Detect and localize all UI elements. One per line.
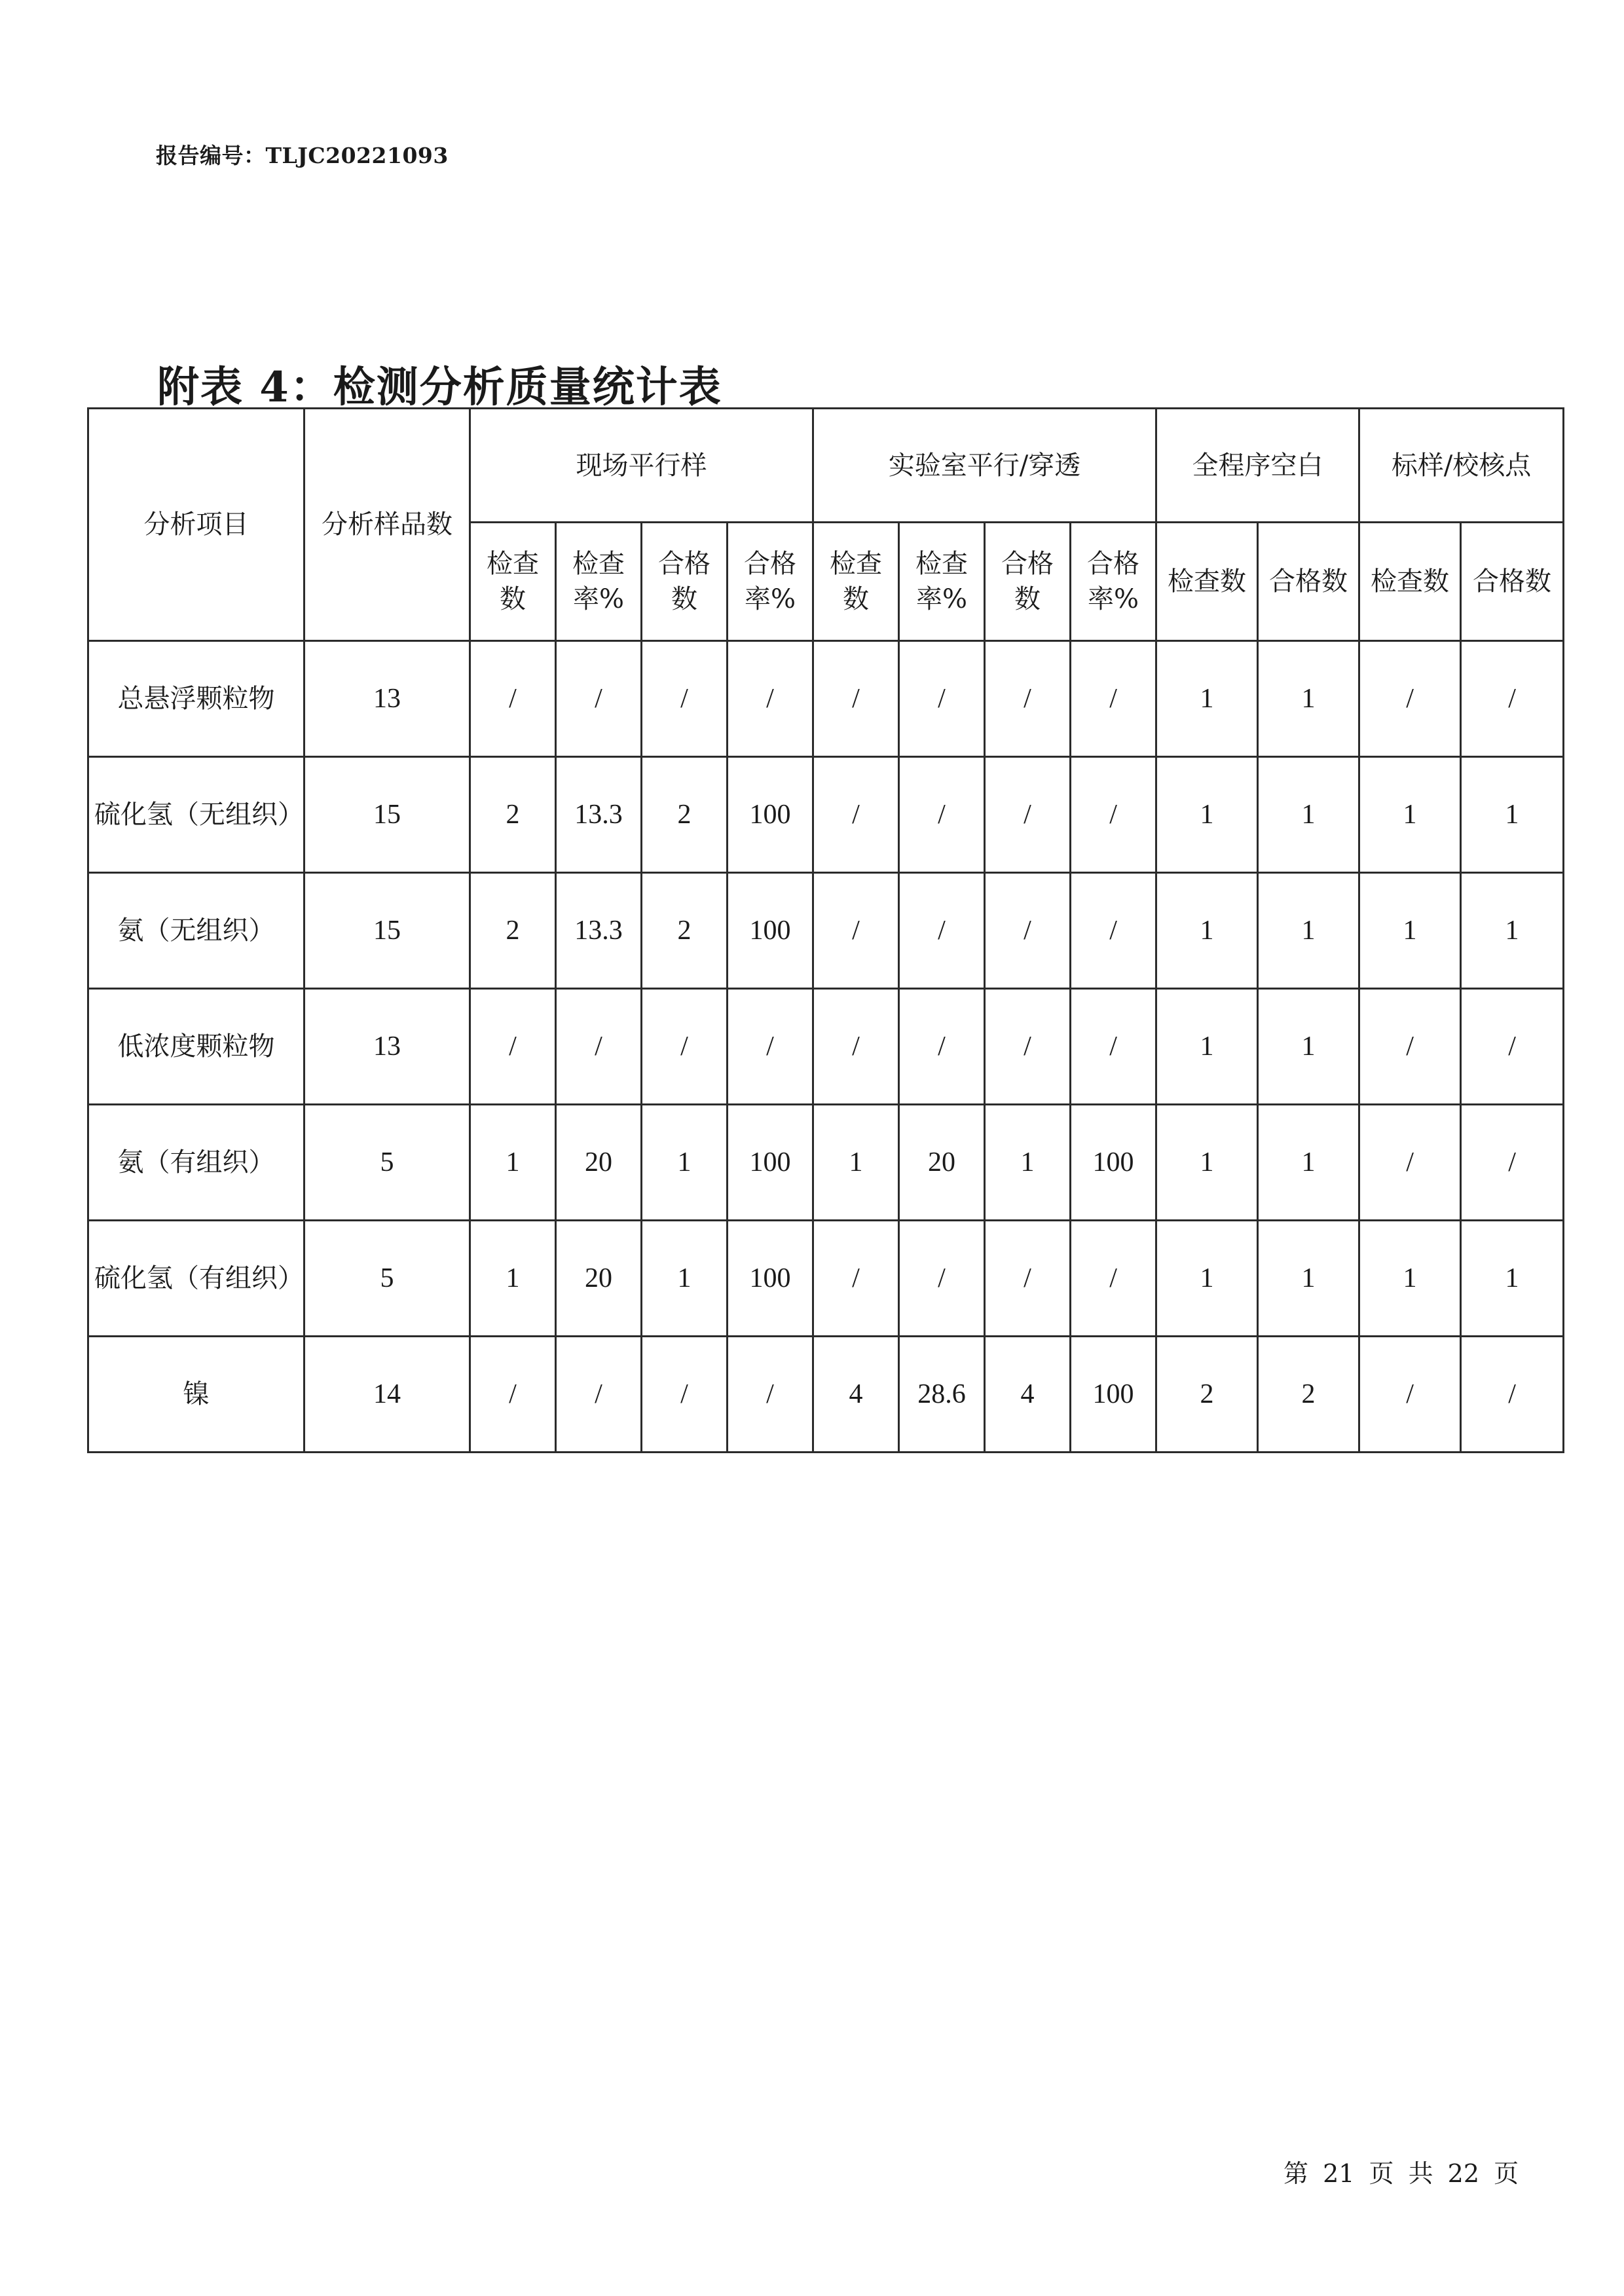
cell-value: /	[985, 641, 1071, 757]
cell-value: 1	[1156, 757, 1258, 873]
cell-value: /	[1071, 989, 1156, 1105]
cell-value: /	[1461, 1105, 1564, 1221]
cell-value: /	[1359, 641, 1461, 757]
cell-value: 1	[1258, 757, 1359, 873]
cell-value: /	[1461, 1337, 1564, 1453]
cell-value: 20	[899, 1105, 985, 1221]
cell-value: /	[728, 641, 813, 757]
table-body	[88, 641, 1564, 1453]
table-row	[88, 873, 1564, 989]
cell-value: /	[813, 873, 899, 989]
cell-value: 20	[556, 1221, 642, 1337]
cell-value: /	[728, 989, 813, 1105]
cell-value: 1	[1258, 1105, 1359, 1221]
cell-value: 2	[642, 757, 728, 873]
cell-value: /	[1359, 1337, 1461, 1453]
table-row	[88, 1221, 1564, 1337]
subheader-check-count: 检查数	[1359, 523, 1461, 641]
subheader-check-rate: 检查率%	[899, 523, 985, 641]
subheader-pass-count: 合格数	[1461, 523, 1564, 641]
header-sample-count: 分析样品数	[304, 409, 470, 641]
cell-value: 2	[1156, 1337, 1258, 1453]
quality-statistics-table	[87, 407, 1564, 1453]
cell-value: /	[985, 989, 1071, 1105]
cell-value: /	[899, 989, 985, 1105]
cell-value: 1	[1156, 989, 1258, 1105]
cell-value: 100	[728, 1105, 813, 1221]
header-lab-parallel: 实验室平行/穿透	[813, 409, 1156, 523]
table-row	[88, 641, 1564, 757]
cell-value: /	[899, 873, 985, 989]
report-number: 报告编号：TLJC20221093	[156, 143, 449, 168]
cell-value: /	[813, 757, 899, 873]
table-header	[88, 409, 1564, 641]
cell-analysis-item: 镍	[88, 1337, 304, 1453]
subheader-check-count: 检查数	[470, 523, 556, 641]
cell-value: 1	[1258, 989, 1359, 1105]
cell-value: 1	[1461, 873, 1564, 989]
cell-value: 1	[1359, 873, 1461, 989]
cell-value: /	[899, 1221, 985, 1337]
subheader-pass-rate: 合格率%	[728, 523, 813, 641]
cell-value: /	[985, 1221, 1071, 1337]
cell-value: 4	[813, 1337, 899, 1453]
cell-value: 1	[1359, 1221, 1461, 1337]
table-row	[88, 1105, 1564, 1221]
cell-value: 13.3	[556, 873, 642, 989]
page-number: 第 21 页 共 22 页	[1283, 2159, 1519, 2188]
cell-value: 1	[1156, 1105, 1258, 1221]
cell-value: 1	[642, 1105, 728, 1221]
cell-value: 100	[1071, 1337, 1156, 1453]
cell-value: 1	[1461, 757, 1564, 873]
cell-sample-count: 13	[304, 641, 470, 757]
cell-analysis-item: 氨（无组织）	[88, 873, 304, 989]
cell-value: /	[556, 989, 642, 1105]
cell-value: /	[1359, 1105, 1461, 1221]
cell-value: /	[813, 1221, 899, 1337]
header-standard-check: 标样/校核点	[1359, 409, 1564, 523]
cell-value: 1	[985, 1105, 1071, 1221]
cell-value: /	[1071, 641, 1156, 757]
cell-value: 2	[470, 757, 556, 873]
cell-analysis-item: 硫化氢（无组织）	[88, 757, 304, 873]
cell-value: /	[470, 1337, 556, 1453]
cell-value: /	[1461, 641, 1564, 757]
cell-value: 1	[813, 1105, 899, 1221]
cell-analysis-item: 总悬浮颗粒物	[88, 641, 304, 757]
cell-value: /	[642, 989, 728, 1105]
table-row	[88, 1337, 1564, 1453]
cell-value: 2	[470, 873, 556, 989]
cell-value: /	[642, 641, 728, 757]
header-field-parallel: 现场平行样	[470, 409, 813, 523]
cell-sample-count: 15	[304, 757, 470, 873]
cell-value: 28.6	[899, 1337, 985, 1453]
cell-value: 100	[1071, 1105, 1156, 1221]
cell-value: 1	[1156, 641, 1258, 757]
cell-value: /	[813, 989, 899, 1105]
cell-sample-count: 5	[304, 1221, 470, 1337]
subheader-check-count: 检查数	[813, 523, 899, 641]
cell-value: /	[470, 989, 556, 1105]
cell-value: /	[1071, 757, 1156, 873]
cell-value: /	[1071, 873, 1156, 989]
subheader-pass-count: 合格数	[985, 523, 1071, 641]
subheader-check-rate: 检查率%	[556, 523, 642, 641]
cell-value: 1	[642, 1221, 728, 1337]
cell-value: /	[899, 757, 985, 873]
cell-value: /	[985, 757, 1071, 873]
cell-sample-count: 13	[304, 989, 470, 1105]
subheader-pass-count: 合格数	[642, 523, 728, 641]
cell-value: 100	[728, 873, 813, 989]
header-process-blank: 全程序空白	[1156, 409, 1359, 523]
cell-value: 1	[470, 1105, 556, 1221]
cell-value: /	[728, 1337, 813, 1453]
cell-value: /	[813, 641, 899, 757]
cell-value: 1	[1258, 873, 1359, 989]
cell-value: 1	[1156, 1221, 1258, 1337]
cell-sample-count: 5	[304, 1105, 470, 1221]
cell-value: /	[642, 1337, 728, 1453]
cell-value: 4	[985, 1337, 1071, 1453]
cell-value: 100	[728, 1221, 813, 1337]
cell-value: 20	[556, 1105, 642, 1221]
table-title: 附表 4：检测分析质量统计表	[157, 363, 722, 412]
cell-value: /	[1359, 989, 1461, 1105]
cell-value: 2	[642, 873, 728, 989]
cell-value: 100	[728, 757, 813, 873]
cell-value: 1	[470, 1221, 556, 1337]
cell-value: /	[1461, 989, 1564, 1105]
cell-value: 1	[1359, 757, 1461, 873]
subheader-check-count: 检查数	[1156, 523, 1258, 641]
subheader-pass-count: 合格数	[1258, 523, 1359, 641]
cell-sample-count: 15	[304, 873, 470, 989]
cell-value: /	[556, 1337, 642, 1453]
cell-value: 1	[1258, 1221, 1359, 1337]
cell-value: /	[985, 873, 1071, 989]
cell-analysis-item: 低浓度颗粒物	[88, 989, 304, 1105]
cell-analysis-item: 氨（有组织）	[88, 1105, 304, 1221]
subheader-pass-rate: 合格率%	[1071, 523, 1156, 641]
cell-analysis-item: 硫化氢（有组织）	[88, 1221, 304, 1337]
table-row	[88, 757, 1564, 873]
cell-value: /	[899, 641, 985, 757]
cell-value: 1	[1156, 873, 1258, 989]
cell-value: 1	[1461, 1221, 1564, 1337]
header-analysis-item: 分析项目	[88, 409, 304, 641]
cell-value: 1	[1258, 641, 1359, 757]
cell-value: 2	[1258, 1337, 1359, 1453]
cell-sample-count: 14	[304, 1337, 470, 1453]
cell-value: /	[556, 641, 642, 757]
cell-value: 13.3	[556, 757, 642, 873]
table-row	[88, 989, 1564, 1105]
cell-value: /	[470, 641, 556, 757]
cell-value: /	[1071, 1221, 1156, 1337]
